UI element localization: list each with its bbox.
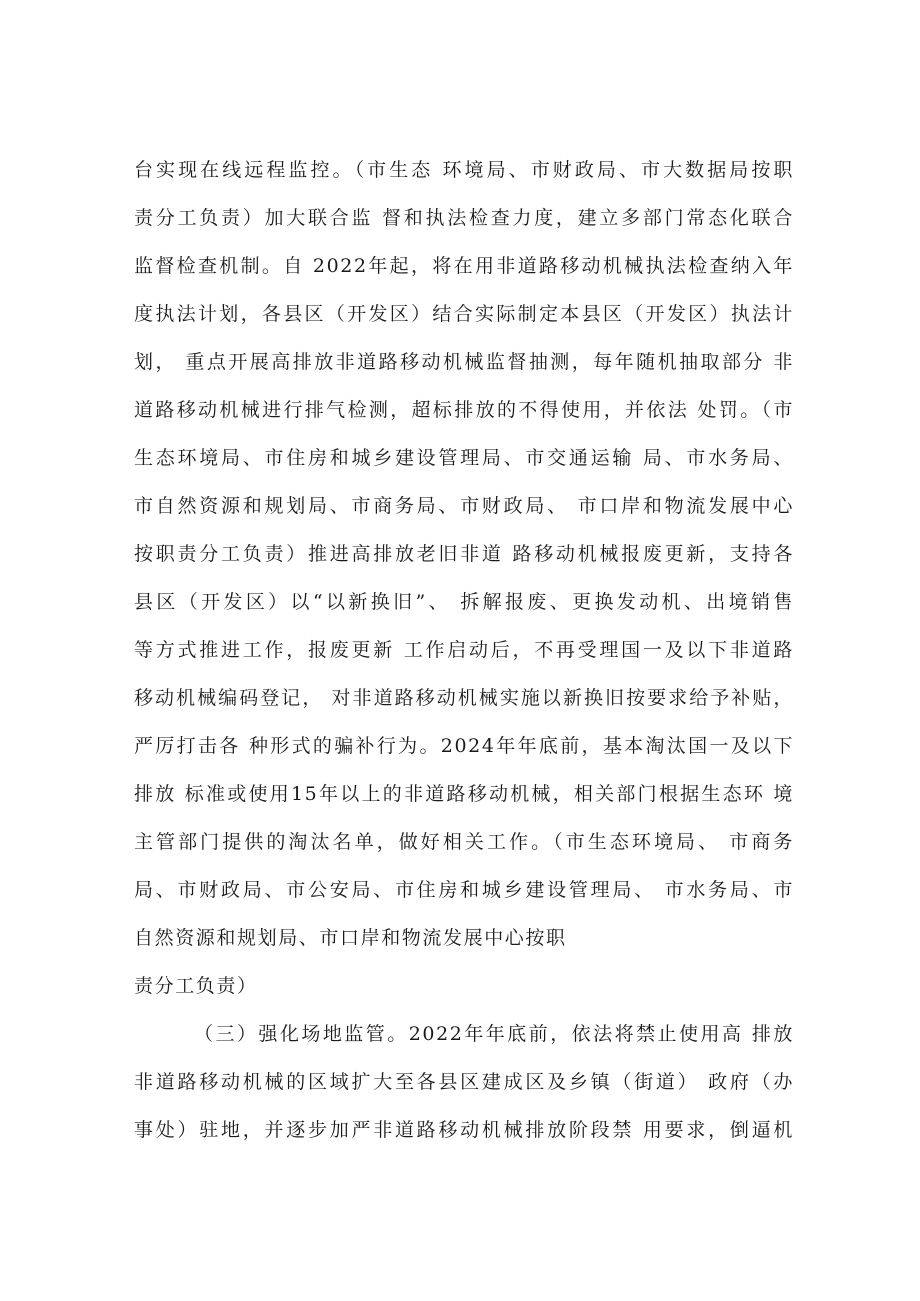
paragraph-line: 严厉打击各 种形式的骗补行为。2024年年底前，基本淘汰国一及以下 <box>134 735 794 757</box>
paragraph-line: 道路移动机械进行排气检测，超标排放的不得使用，并依法 处罚。（市 <box>134 399 794 421</box>
paragraph-line: 自然资源和规划局、市口岸和物流发展中心按职 <box>134 927 567 949</box>
paragraph-line: 度执法计划，各县区（开发区）结合实际制定本县区（开发区）执法计 <box>134 303 794 325</box>
paragraph-line: 监督检查机制。自 2022年起，将在用非道路移动机械执法检查纳入年 <box>134 255 794 277</box>
paragraph-line: 按职责分工负责）推进高排放老旧非道 路移动机械报废更新，支持各 <box>134 543 794 565</box>
paragraph-line: 局、市财政局、市公安局、市住房和城乡建设管理局、 市水务局、市 <box>134 879 794 901</box>
section-heading-line: （三）强化场地监管。2022年年底前，依法将禁止使用高 排放 <box>194 1023 794 1045</box>
paragraph-line: 责分工负责） <box>134 975 258 997</box>
paragraph-line: 排放 标准或使用15年以上的非道路移动机械，相关部门根据生态环 境 <box>134 783 794 805</box>
paragraph-line: 事处）驻地，并逐步加严非道路移动机械排放阶段禁 用要求，倒逼机 <box>134 1119 794 1141</box>
paragraph-line: 市自然资源和规划局、市商务局、市财政局、 市口岸和物流发展中心 <box>134 495 794 517</box>
paragraph-line: 移动机械编码登记， 对非道路移动机械实施以新换旧按要求给予补贴， <box>134 687 794 709</box>
paragraph-line: 责分工负责）加大联合监 督和执法检查力度，建立多部门常态化联合 <box>134 207 794 229</box>
paragraph-line: 等方式推进工作，报废更新 工作启动后，不再受理国一及以下非道路 <box>134 639 794 661</box>
paragraph-line: 主管部门提供的淘汰名单，做好相关工作。（市生态环境局、 市商务 <box>134 831 794 853</box>
paragraph-line: 台实现在线远程监控。（市生态 环境局、市财政局、市大数据局按职 <box>134 159 794 181</box>
paragraph-line: 非道路移动机械的区域扩大至各县区建成区及乡镇（街道） 政府（办 <box>134 1071 794 1093</box>
paragraph-line: 县区（开发区）以“以新换旧”、 拆解报废、更换发动机、出境销售 <box>134 591 794 613</box>
paragraph-line: 划， 重点开展高排放非道路移动机械监督抽测，每年随机抽取部分 非 <box>134 351 794 373</box>
paragraph-line: 生态环境局、市住房和城乡建设管理局、市交通运输 局、市水务局、 <box>134 447 794 469</box>
